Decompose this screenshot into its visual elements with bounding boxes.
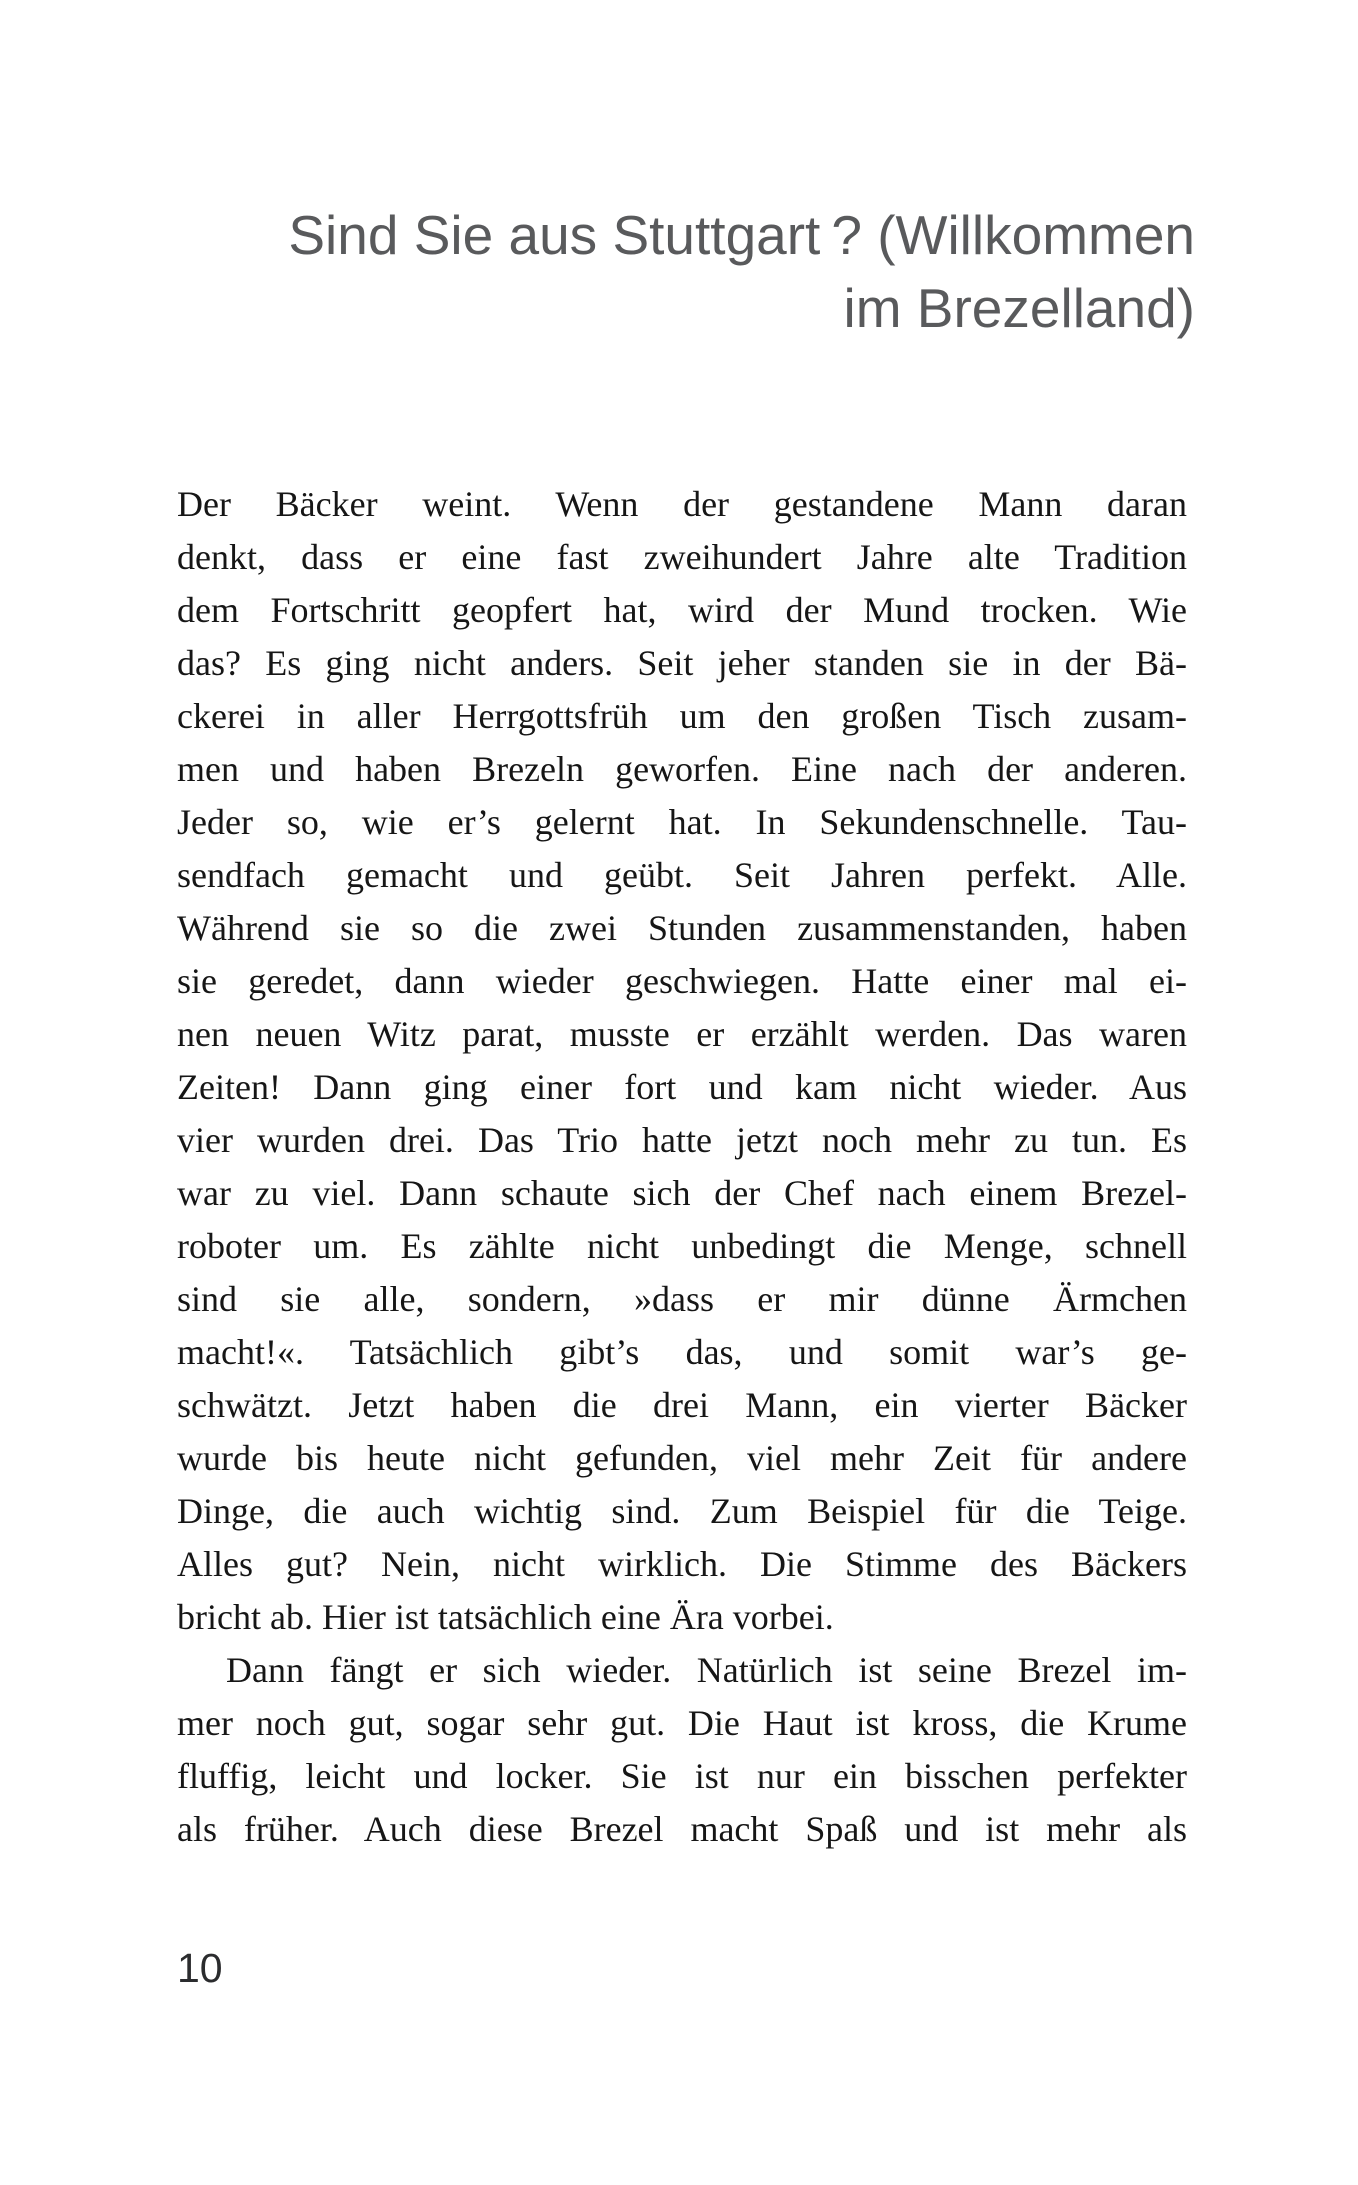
body-text-line: Dann fängt er sich wieder. Natürlich ist seine Brezel im- (226, 1650, 1187, 1690)
body-text-line: Während sie so die zwei Stunden zusammenstanden, haben (177, 908, 1187, 948)
body-text-line: sie geredet, dann wieder geschwiegen. Hatte einer mal ei- (177, 961, 1187, 1001)
chapter-title-line-1: Sind Sie aus Stuttgart ? (Willkommen (288, 204, 1195, 266)
body-text-line: denkt, dass er eine fast zweihundert Jahre alte Tradition (177, 537, 1187, 577)
body-text-line: dem Fortschritt geopfert hat, wird der Mund trocken. Wie (177, 590, 1187, 630)
body-text-line: roboter um. Es zählte nicht unbedingt die Menge, schnell (177, 1226, 1187, 1266)
body-text-line: schwätzt. Jetzt haben die drei Mann, ein vierter Bäcker (177, 1385, 1187, 1425)
page-number: 10 (177, 1945, 223, 1991)
body-text-line: das? Es ging nicht anders. Seit jeher standen sie in der Bä- (177, 643, 1187, 683)
body-text-line: macht!«. Tatsächlich gibt’s das, und somit war’s ge- (177, 1332, 1187, 1372)
body-text (177, 478, 1187, 1856)
body-text-line: als früher. Auch diese Brezel macht Spaß und ist mehr als (177, 1809, 1187, 1849)
chapter-title (177, 199, 1195, 345)
body-text-line: sendfach gemacht und geübt. Seit Jahren perfekt. Alle. (177, 855, 1187, 895)
body-text-line: Zeiten! Dann ging einer fort und kam nicht wieder. Aus (177, 1067, 1187, 1107)
body-text-line: sind sie alle, sondern, »dass er mir dünne Ärmchen (177, 1279, 1187, 1319)
body-text-line: mer noch gut, sogar sehr gut. Die Haut ist kross, die Krume (177, 1703, 1187, 1743)
body-text-line: wurde bis heute nicht gefunden, viel mehr Zeit für andere (177, 1438, 1187, 1478)
body-text-line: Jeder so, wie er’s gelernt hat. In Sekundenschnelle. Tau- (177, 802, 1187, 842)
body-text-line: war zu viel. Dann schaute sich der Chef nach einem Brezel- (177, 1173, 1187, 1213)
body-text-line: Alles gut? Nein, nicht wirklich. Die Stimme des Bäckers (177, 1544, 1187, 1584)
body-text-line: Der Bäcker weint. Wenn der gestandene Mann daran (177, 484, 1187, 524)
chapter-title-line-2: im Brezelland) (843, 277, 1195, 339)
body-text-line: ckerei in aller Herrgottsfrüh um den großen Tisch zusam- (177, 696, 1187, 736)
body-text-line: fluffig, leicht und locker. Sie ist nur ein bisschen perfekter (177, 1756, 1187, 1796)
body-text-line: Dinge, die auch wichtig sind. Zum Beispiel für die Teige. (177, 1491, 1187, 1531)
body-text-line: men und haben Brezeln geworfen. Eine nach der anderen. (177, 749, 1187, 789)
body-text-line: vier wurden drei. Das Trio hatte jetzt noch mehr zu tun. Es (177, 1120, 1187, 1160)
body-text-line: bricht ab. Hier ist tatsächlich eine Ära vorbei. (177, 1597, 834, 1637)
body-text-line: nen neuen Witz parat, musste er erzählt werden. Das waren (177, 1014, 1187, 1054)
